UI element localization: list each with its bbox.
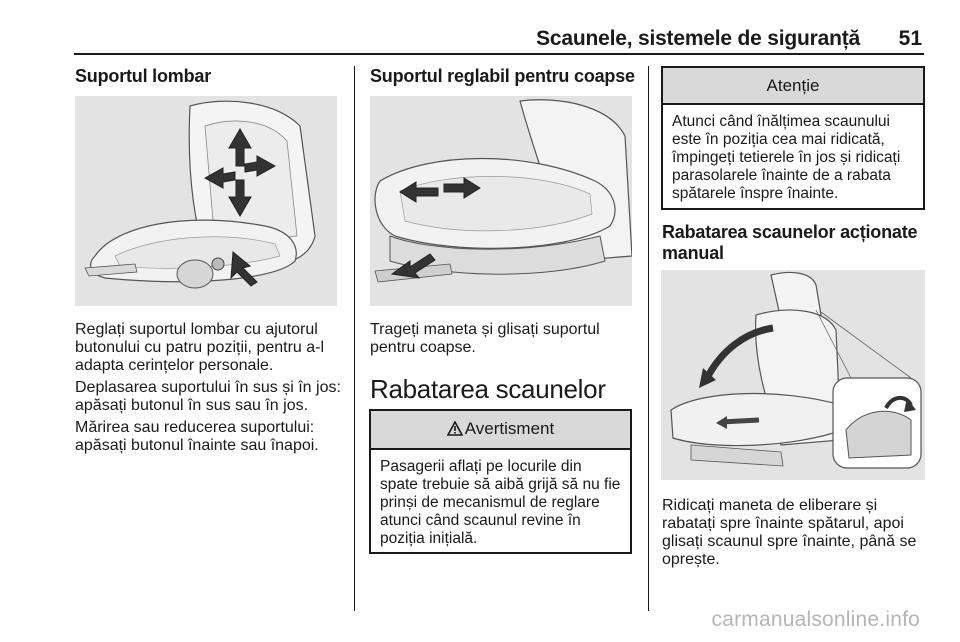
lumbar-paragraph-1: Reglați suportul lombar cu ajutorul butonului cu patru poziții, pentru a-l adapta cerințelor personale. xyxy=(75,321,325,374)
folding-seats-title: Rabatarea scaunelor xyxy=(370,374,606,404)
thigh-support-heading: Suportul reglabil pentru coapse xyxy=(370,66,635,86)
header-rule xyxy=(74,53,924,55)
page-number: 51 xyxy=(898,27,922,50)
caution-box xyxy=(661,66,925,210)
page-header-title: Scaunele, sistemele de siguranță xyxy=(536,27,860,50)
caution-box-header: Atenție xyxy=(663,68,923,105)
column-divider-2 xyxy=(648,66,649,611)
caution-text: Atunci când înălțimea scaunului este în poziția cea mai ridicată, împingeți tetierele în jos și ridicați parasolarele înainte de a rabata spătarele înspre înainte. xyxy=(672,113,901,202)
lumbar-paragraph-2: Deplasarea suportului în sus și în jos: apăsați butonul în sus sau în jos. xyxy=(75,379,341,414)
warning-box-header xyxy=(371,411,630,450)
lumbar-support-heading: Suportul lombar xyxy=(75,66,211,86)
thigh-support-figure xyxy=(370,96,632,306)
manual-folding-heading: Rabatarea scaunelor acționate manual xyxy=(662,222,918,263)
lumbar-support-figure xyxy=(75,96,337,306)
manual-folding-figure xyxy=(661,270,925,480)
warning-text: Pasagerii aflați pe locurile din spate trebuie să aibă grijă să nu fie prinși de mecanismul de reglare atunci când scaunul revine în poziția inițială. xyxy=(380,458,621,547)
warning-triangle-icon xyxy=(447,421,463,441)
watermark: carmanualsonline.info xyxy=(711,608,920,631)
column-divider-1 xyxy=(354,66,355,611)
thigh-paragraph: Trageți maneta și glisați suportul pentru coapse. xyxy=(370,321,600,356)
warning-box xyxy=(369,409,632,554)
lumbar-paragraph-3: Mărirea sau reducerea suportului: apăsați butonul înainte sau înapoi. xyxy=(75,419,319,454)
warning-title: Avertisment xyxy=(464,419,555,438)
manual-folding-paragraph: Ridicați maneta de eliberare și rabatați spre înainte spătarul, apoi glisați scaunul spre înainte, până se oprește. xyxy=(662,497,917,568)
